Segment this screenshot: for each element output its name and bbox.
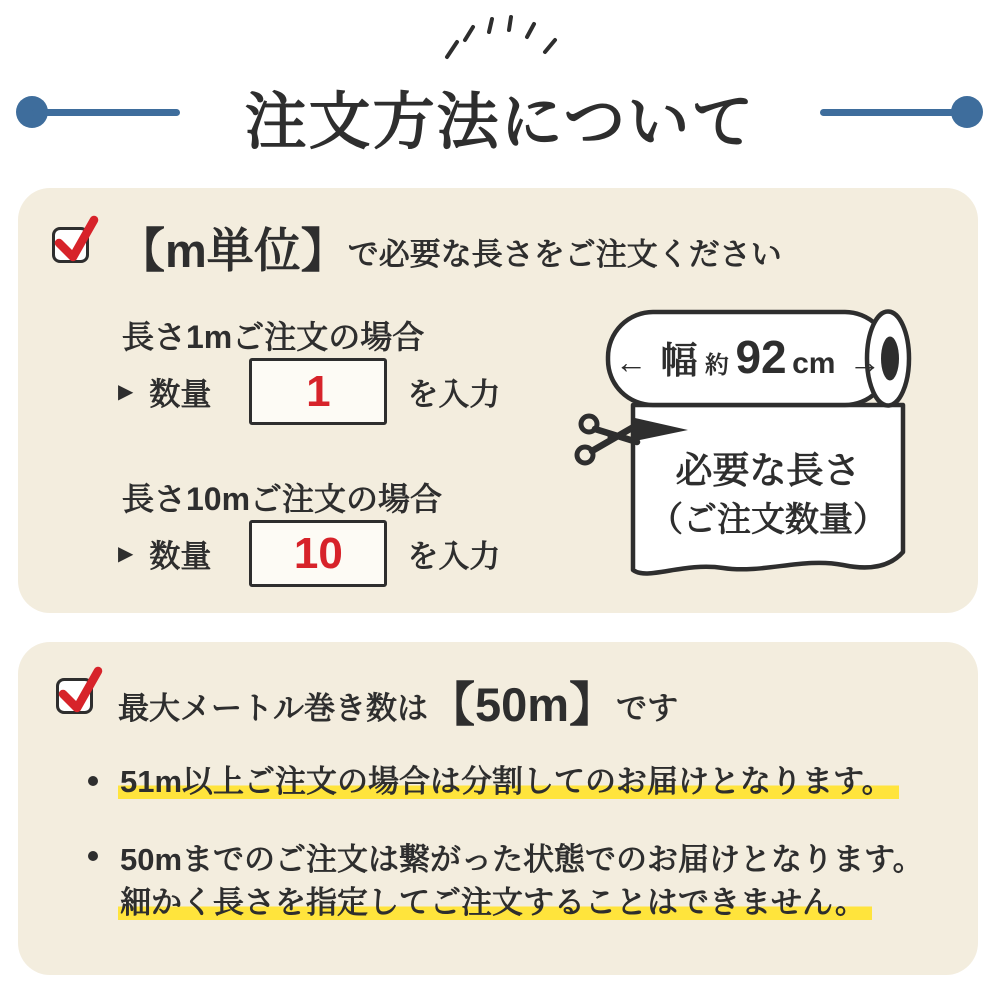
m-unit-heading-bracket: 【m単位】 (118, 224, 348, 277)
page-title: 注文方法について (244, 88, 756, 157)
max-roll-heading-bracket: 【50m】 (428, 678, 617, 731)
burst-icon (430, 5, 580, 67)
fabric-roll-diagram (545, 300, 985, 590)
sheet-label-line1: 必要な長さ (675, 450, 861, 491)
checkbox-icon (52, 227, 89, 263)
plain-text: 50mまでのご注文は繋がった状態でのお届けとなります。 (120, 842, 924, 877)
triangle-arrow-icon: ▶ (118, 381, 134, 403)
max-roll-section (18, 642, 978, 975)
bullet-connected-delivery (120, 838, 924, 924)
case-1m-row (118, 358, 500, 425)
m-unit-heading (118, 212, 782, 277)
title-decor-line-right (820, 109, 968, 116)
quantity-input-box (249, 358, 387, 425)
roll-core (881, 337, 899, 381)
title-decor-dot-right (951, 96, 983, 128)
quantity-input-box (249, 520, 387, 587)
case-10m-row (118, 520, 500, 587)
quantity-label: 数量 (149, 539, 212, 574)
bullet-icon (88, 851, 98, 861)
quantity-value: 10 (293, 528, 343, 578)
highlighted-text: 細かく長さを指定してご注文することはできません。 (118, 885, 872, 920)
max-roll-heading (118, 668, 679, 731)
checkbox-icon (56, 678, 93, 714)
case-1m-label: 長さ1mご注文の場合 (122, 319, 425, 355)
highlighted-text: 51m以上ご注文の場合は分割してのお届けとなります。 (118, 764, 899, 799)
quantity-label: 数量 (149, 377, 212, 412)
m-unit-heading-rest: で必要な長さをご注文ください (347, 237, 782, 272)
sheet-label-line2: （ご注文数量） (649, 501, 887, 539)
scissors-icon (577, 416, 637, 463)
m-unit-section (18, 188, 978, 613)
quantity-suffix: を入力 (407, 539, 501, 574)
quantity-suffix: を入力 (407, 377, 501, 412)
roll-width-label: ← 幅 約 92 cm → (615, 331, 881, 383)
case-10m-label: 長さ10mご注文の場合 (122, 481, 443, 517)
max-roll-heading-pre: 最大メートル巻き数は (118, 691, 428, 726)
triangle-arrow-icon: ▶ (118, 543, 134, 565)
bullet-split-delivery (120, 760, 899, 803)
bullet-icon (88, 776, 98, 786)
max-roll-heading-post: です (616, 691, 679, 726)
quantity-value: 1 (306, 366, 331, 416)
